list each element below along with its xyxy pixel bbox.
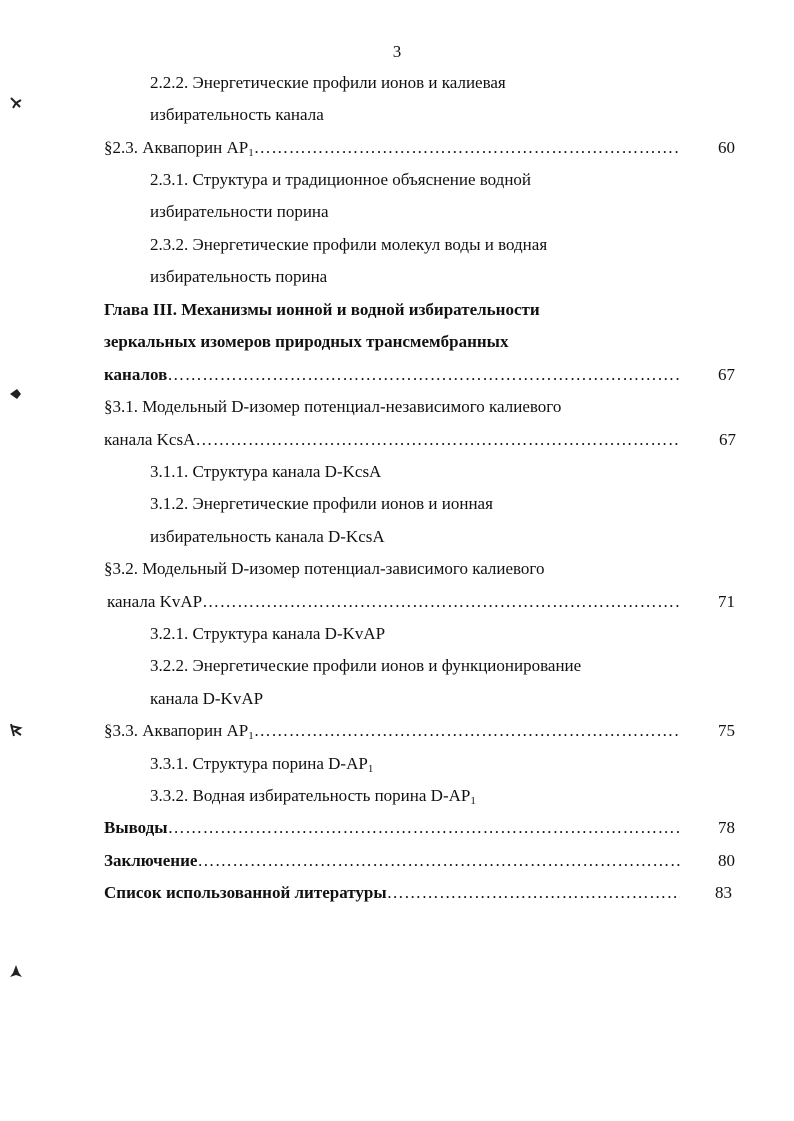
toc-chapter-3-line1: Глава III. Механизмы ионной и водной избирательности: [104, 300, 540, 319]
toc-entry-3-1-2-line1: 3.1.2. Энергетические профили ионов и ионная: [150, 494, 493, 513]
toc-entry-3-3-1: [150, 753, 373, 775]
dot-leader: [197, 850, 680, 872]
toc-entry-2-3-2-line2: избирательность порина: [150, 267, 328, 286]
toc-section-3-1-line2: [104, 429, 680, 451]
toc-final-title: Заключение: [104, 851, 198, 870]
toc-entry-2-3-1-line2: избирательности порина: [150, 202, 329, 221]
toc-conclusions-page: 78: [718, 818, 735, 837]
toc-section-3-1-page: 67: [719, 430, 736, 449]
dot-leader: [387, 882, 680, 904]
toc-entry-3-3-1-subscript: 1: [367, 763, 374, 775]
toc-entry-2-2-2-line2: избирательность канала: [150, 105, 324, 124]
margin-scan-mark: [8, 722, 24, 738]
toc-entry-3-3-2: [150, 785, 476, 807]
margin-scan-mark: [8, 386, 24, 402]
toc-section-2-3-subscript: 1: [248, 147, 254, 159]
toc-section-2-3-page: 60: [718, 138, 735, 157]
toc-chapter-3-line2: зеркальных изомеров природных трансмембранных: [104, 332, 509, 351]
toc-entry-2-3-2-line1: 2.3.2. Энергетические профили молекул воды и водная: [150, 235, 548, 254]
toc-section-3-2-line2-title: канала KvAP: [107, 592, 203, 611]
margin-scan-mark: [8, 963, 24, 979]
dot-leader: [254, 137, 680, 159]
toc-conclusions: [104, 817, 680, 839]
toc-section-2-3: [104, 137, 680, 159]
toc-section-3-2-line1: §3.2. Модельный D-изомер потенциал-зависимого калиевого: [104, 559, 545, 578]
toc-section-2-3-title: §2.3. Аквапорин AP: [104, 138, 249, 157]
toc-references: [104, 882, 680, 904]
toc-entry-3-2-1: 3.2.1. Структура канала D-KvAP: [150, 624, 386, 643]
toc-entry-3-1-2-line2: избирательность канала D-KcsA: [150, 527, 385, 546]
toc-section-3-3-title: §3.3. Аквапорин AP: [104, 721, 249, 740]
toc-final-page: 80: [718, 851, 735, 870]
toc-entry-3-1-1: 3.1.1. Структура канала D-KcsA: [150, 462, 382, 481]
toc-references-page: 83: [715, 883, 732, 902]
toc-section-3-2-line2: [107, 591, 680, 613]
page-number: 3: [392, 42, 402, 61]
margin-scan-mark: [8, 95, 24, 111]
dot-leader: [168, 817, 680, 839]
toc-section-3-2-page: 71: [718, 592, 735, 611]
dot-leader: [195, 429, 680, 451]
toc-entry-3-3-2-subscript: 1: [470, 795, 476, 807]
toc-section-3-1-line1: §3.1. Модельный D-изомер потенциал-независимого калиевого: [104, 397, 562, 416]
toc-section-3-1-line2-title: канала KcsA: [104, 430, 196, 449]
toc-entry-2-3-1-line1: 2.3.1. Структура и традиционное объяснение водной: [150, 170, 532, 189]
toc-conclusions-title: Выводы: [104, 818, 168, 837]
dot-leader: [202, 591, 680, 613]
dot-leader: [254, 720, 680, 742]
toc-section-3-3-subscript: 1: [248, 730, 254, 742]
toc-final: [104, 850, 680, 872]
toc-entry-3-2-2-line2: канала D-KvAP: [150, 689, 264, 708]
toc-references-title: Список использованной литературы: [104, 883, 387, 902]
toc-entry-2-2-2-line1: 2.2.2. Энергетические профили ионов и калиевая: [150, 73, 506, 92]
toc-chapter-3-line3: [104, 364, 680, 386]
toc-entry-3-3-2-title: 3.3.2. Водная избирательность порина D-AP: [150, 786, 471, 805]
toc-entry-3-2-2-line1: 3.2.2. Энергетические профили ионов и функционирование: [150, 656, 582, 675]
toc-section-3-3-page: 75: [718, 721, 735, 740]
toc-chapter-3-page: 67: [718, 365, 735, 384]
toc-chapter-3-line3-title: каналов: [104, 365, 168, 384]
dot-leader: [167, 364, 680, 386]
toc-section-3-3: [104, 720, 680, 742]
toc-entry-3-3-1-title: 3.3.1. Структура порина D-AP: [150, 754, 368, 773]
